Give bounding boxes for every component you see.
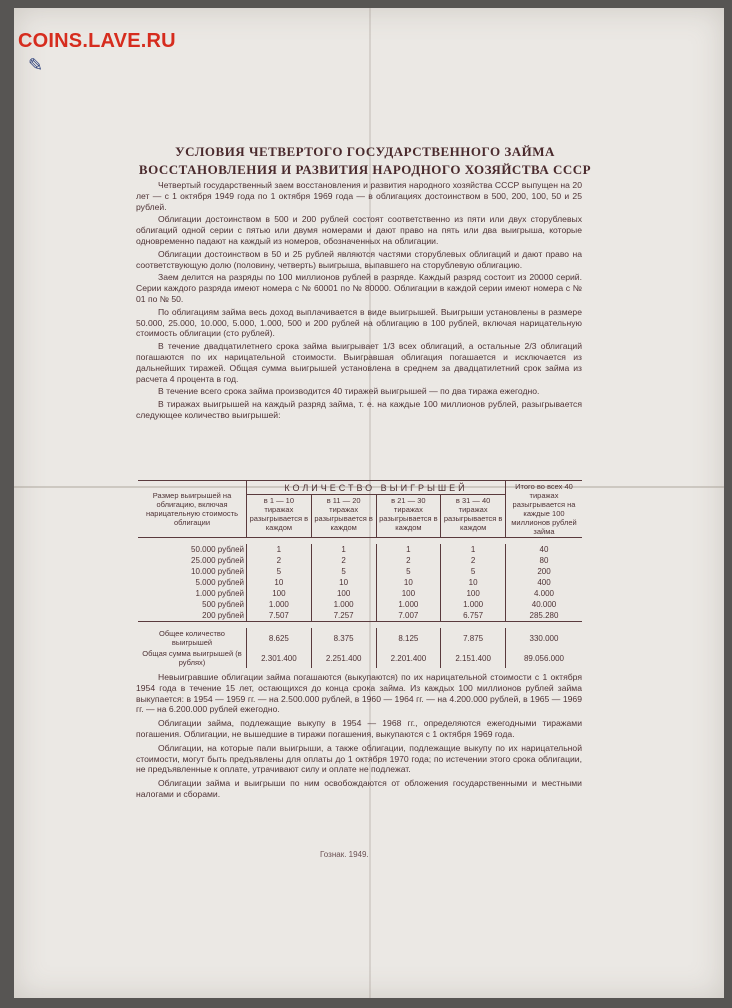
paragraph: По облигациям займа весь доход выплачивается в виде выигрышей. Выигрыши установлены в размере 50.000, 25.000, 10.000, 5.000, 1.000, 500 и 200 рублей на облигацию в 100 рублей, включая нарицательную стоимость облигации (сто рублей). (136, 306, 582, 339)
paragraph: Облигации, на которые пали выигрыши, а также облигации, подлежащие выкупу по их нарицательной стоимости, могут быть предъявлены для оплаты до 1 октября 1970 года; по истечении этого срока облигации, не предъявленные к оплате, утрачивают силу и оплате не подлежат. (136, 742, 582, 775)
table-row: 25.000 рублей 2 2 2 2 80 (138, 555, 582, 566)
site-watermark: COINS.LAVE.RU (18, 30, 176, 52)
table-row: 200 рублей 7.507 7.257 7.007 6.757 285.280 (138, 610, 582, 622)
paragraph: В течение двадцатилетнего срока займа выигрывает 1/3 всех облигаций, а остальные 2/3 облигаций погашаются по их нарицательной стоимости. Выигравшая облигация погашается и исключается из дальнейших тиражей. Общая сумма выигрышей установлена в среднем за двадцатилетний срок займа из расчета 4 процента в год. (136, 341, 582, 384)
title-line-2: ВОССТАНОВЛЕНИЯ И РАЗВИТИЯ НАРОДНОГО ХОЗЯЙСТВА СССР (138, 162, 592, 177)
conditions-text (136, 180, 582, 423)
paragraph: Заем делится на разряды по 100 миллионов рублей в разряде. Каждый разряд состоит из 20000 серий. Серии каждого разряда имеют номера с № 60001 по № 80000. Облигации в каждой серии имеют номера с № 01 по № 50. (136, 272, 582, 304)
paragraph: Четвертый государственный заем восстановления и развития народного хозяйства СССР выпущен на 20 лет — с 1 октября 1949 года по 1 октября 1969 года — в облигациях достоинством в 500, 200, 100, 50 и 25 рублей. (136, 180, 582, 212)
table-row: 10.000 рублей 5 5 5 5 200 (138, 566, 582, 577)
draw-range-header: в 31 — 40 тиражах разыгрывается в каждом (441, 495, 506, 538)
paragraph: В течение всего срока займа производится 40 тиражей выигрышей — по два тиража ежегодно. (158, 386, 540, 397)
paragraph: Облигации займа, подлежащие выкупу в 1954 — 1968 гг., определяются ежегодными тиражами погашения. Облигации, не вышедшие в тиражи погашения, выкупаются с 1 октября 1969 года. (136, 718, 582, 739)
table-row-total-count: Общее количество выигрышей 8.625 8.375 8.125 7.875 330.000 (138, 628, 582, 648)
prize-table-wrap (138, 480, 582, 668)
printer-imprint: Гознак. 1949. (320, 850, 369, 859)
table-row: 5.000 рублей 10 10 10 10 400 (138, 577, 582, 588)
paragraph: В тиражах выигрышей на каждый разряд займа, т. е. на каждые 100 миллионов рублей, разыгрывается следующее количество выигрышей: (136, 399, 582, 420)
prize-table (138, 480, 582, 668)
table-row: 50.000 рублей 1 1 1 1 40 (138, 544, 582, 555)
paragraph: Облигации достоинством в 500 и 200 рублей состоят соответственно из пяти или двух сторублевых облигаций одной серии с пятью или двумя номерами и дают право на пять или два выигрыша, которые одновременно падают на каждый из номеров, обозначенных на облигации. (136, 214, 582, 246)
draw-range-header: в 1 — 10 тиражах разыгрывается в каждом (247, 495, 312, 538)
draw-range-header: в 21 — 30 тиражах разыгрывается в каждом (376, 495, 441, 538)
paragraph: Невыигравшие облигации займа погашаются (выкупаются) по их нарицательной стоимости с 1 октября 1954 года в течение 15 лет, остающихся до конца срока займа. Из каждых 100 миллионов рублей займа выкупается: в 1954 — 1959 гг. — на 2.500.000 рублей, в 1960 — 1964 гг. — на 4.200.000 рублей, в 1965 — 1969 гг. — на 6.200.000 рублей ежегодно. (136, 672, 582, 715)
total-header: Итого во всех 40 тиражах разыгрывается на каждые 100 миллионов рублей займа (506, 481, 583, 538)
title-line-1: УСЛОВИЯ ЧЕТВЕРТОГО ГОСУДАРСТВЕННОГО ЗАЙМА (175, 144, 555, 159)
redemption-text (136, 672, 582, 803)
prize-size-header: Размер выигрышей на облигацию, включая нарицательную стоимость облигации (145, 491, 238, 527)
paragraph: Облигации достоинством в 50 и 25 рублей являются частями сторублевых облигаций и дают право на соответствующую долю (половину, четверть) выигрыша, выпавшего на сторублевую облигацию. (136, 248, 582, 270)
paragraph: Облигации займа и выигрыши по ним освобождаются от обложения государственными и местными налогами и сборами. (136, 778, 582, 799)
document-title (130, 143, 600, 179)
prize-count-group-header: КОЛИЧЕСТВО ВЫИГРЫШЕЙ (247, 481, 506, 495)
table-row: 1.000 рублей 100 100 100 100 4.000 (138, 588, 582, 599)
ink-mark-icon: ✎ (28, 55, 44, 75)
draw-range-header: в 11 — 20 тиражах разыгрывается в каждом (311, 495, 376, 538)
table-row-total-sum: Общая сумма выигрышей (в рублях) 2.301.400 2.251.400 2.201.400 2.151.400 89.056.000 (138, 648, 582, 668)
table-row: 500 рублей 1.000 1.000 1.000 1.000 40.000 (138, 599, 582, 610)
